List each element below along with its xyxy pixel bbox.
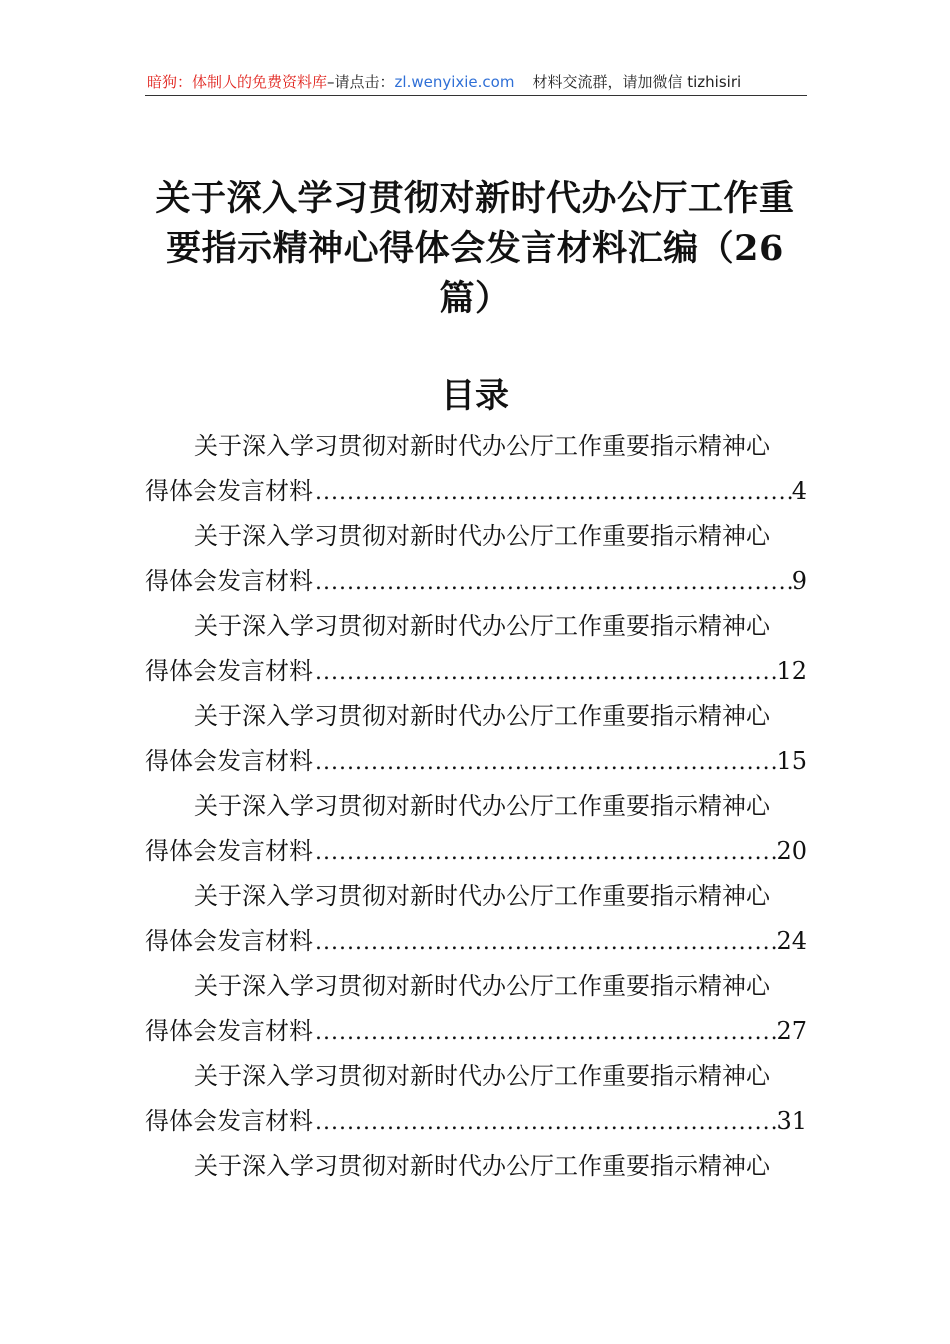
toc-entry-title-line2	[145, 919, 807, 964]
toc-page-number: 9	[791, 567, 807, 595]
toc-entry-title-line1: 关于深入学习贯彻对新时代办公厅工作重要指示精神心	[194, 1152, 770, 1180]
toc-entry-title-line1: 关于深入学习贯彻对新时代办公厅工作重要指示精神心	[194, 522, 770, 550]
toc-entry-title-line1: 关于深入学习贯彻对新时代办公厅工作重要指示精神心	[194, 702, 770, 730]
toc-entry[interactable]	[145, 784, 807, 874]
header-divider	[145, 95, 807, 96]
toc-entry[interactable]	[145, 424, 807, 514]
toc-page-number: 31	[776, 1107, 807, 1135]
toc-dot-leader	[313, 740, 776, 785]
document-title: 关于深入学习贯彻对新时代办公厅工作重要指示精神心得体会发言材料汇编（26篇）	[155, 178, 795, 319]
toc-entry[interactable]	[145, 1144, 807, 1189]
toc-entry-title-tail: 得体会发言材料	[145, 837, 313, 865]
toc-dot-leader	[313, 650, 776, 695]
toc-entry-title-line2	[145, 469, 807, 514]
toc-entry-title-line2	[145, 829, 807, 874]
toc-entry-title-line1: 关于深入学习贯彻对新时代办公厅工作重要指示精神心	[194, 612, 770, 640]
toc-entry-title-tail: 得体会发言材料	[145, 1107, 313, 1135]
toc-entry-title-tail: 得体会发言材料	[145, 657, 313, 685]
toc-entry[interactable]	[145, 1054, 807, 1144]
site-url-link[interactable]: zl.wenyixie.com	[394, 73, 515, 91]
toc-page-number: 15	[776, 747, 807, 775]
toc-dot-leader	[313, 1100, 776, 1145]
toc-entry-title-tail: 得体会发言材料	[145, 1017, 313, 1045]
toc-entry-title-line1: 关于深入学习贯彻对新时代办公厅工作重要指示精神心	[194, 432, 770, 460]
toc-entry-title-tail: 得体会发言材料	[145, 477, 313, 505]
toc-entry-title-line1: 关于深入学习贯彻对新时代办公厅工作重要指示精神心	[194, 972, 770, 1000]
toc-page-number: 27	[776, 1017, 807, 1045]
toc-dot-leader	[313, 560, 792, 605]
toc-entry-title-line1: 关于深入学习贯彻对新时代办公厅工作重要指示精神心	[194, 882, 770, 910]
toc-entry[interactable]	[145, 874, 807, 964]
toc-entry[interactable]	[145, 694, 807, 784]
site-name: 暗狗：体制人的免费资料库	[147, 73, 328, 91]
toc-entry-title-line1: 关于深入学习贯彻对新时代办公厅工作重要指示精神心	[194, 1062, 770, 1090]
toc-entry[interactable]	[145, 514, 807, 604]
toc-entry[interactable]	[145, 964, 807, 1054]
toc-entry-title-line1: 关于深入学习贯彻对新时代办公厅工作重要指示精神心	[194, 792, 770, 820]
toc-entry-title-line2	[145, 1009, 807, 1054]
table-of-contents	[145, 424, 807, 1189]
toc-dot-leader	[313, 470, 792, 515]
toc-page-number: 24	[776, 927, 807, 955]
toc-dot-leader	[313, 920, 776, 965]
page-header	[147, 70, 807, 94]
click-prompt: –请点击：	[327, 73, 395, 91]
toc-dot-leader	[313, 1010, 776, 1055]
toc-heading: 目录	[441, 376, 509, 416]
toc-entry-title-line2	[145, 739, 807, 784]
toc-entry-title-tail: 得体会发言材料	[145, 747, 313, 775]
contact-note: 材料交流群，请加微信 tizhisiri	[532, 73, 742, 91]
toc-entry-title-tail: 得体会发言材料	[145, 567, 313, 595]
toc-entry[interactable]	[145, 604, 807, 694]
toc-entry-title-line2	[145, 649, 807, 694]
toc-page-number: 4	[791, 477, 807, 505]
toc-entry-title-line2	[145, 559, 807, 604]
toc-entry-title-line2	[145, 1099, 807, 1144]
toc-page-number: 20	[776, 837, 807, 865]
toc-entry-title-tail: 得体会发言材料	[145, 927, 313, 955]
toc-page-number: 12	[776, 657, 807, 685]
toc-dot-leader	[313, 830, 776, 875]
